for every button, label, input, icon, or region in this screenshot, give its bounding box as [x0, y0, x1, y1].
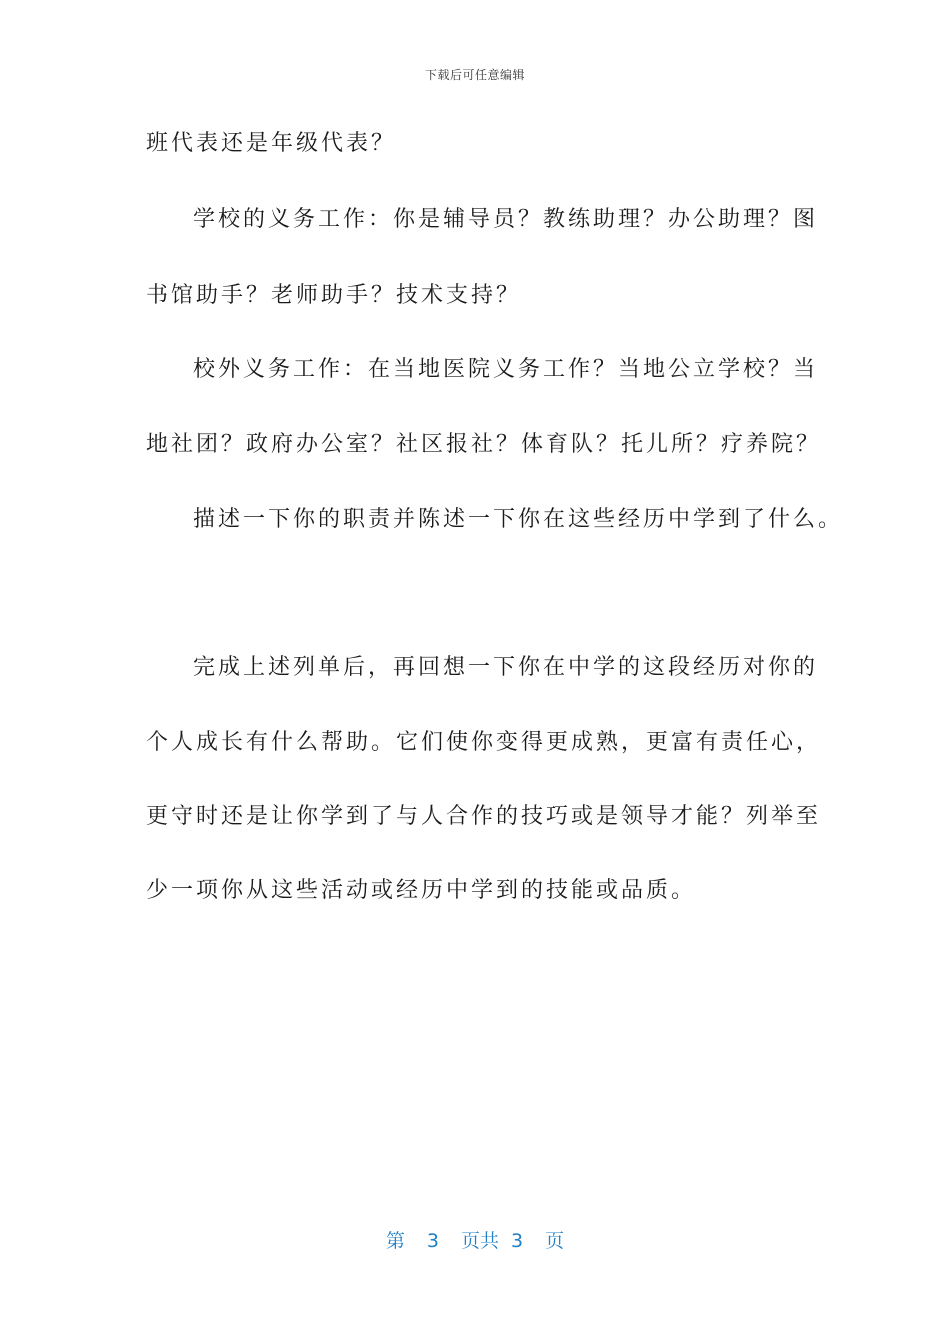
- body-line: 少一项你从这些活动或经历中学到的技能或品质。: [146, 878, 697, 903]
- footer-di: 第: [385, 1230, 405, 1252]
- body-line: 学校的义务工作：你是辅导员？教练助理？办公助理？图: [193, 207, 819, 232]
- footer-page-number: 3: [426, 1230, 439, 1252]
- body-line: 完成上述列单后，再回想一下你在中学的这段经历对你的: [193, 655, 819, 680]
- footer-total-pages: 3: [511, 1230, 524, 1252]
- body-line: 书馆助手？老师助手？技术支持？: [146, 283, 522, 308]
- body-line: 个人成长有什么帮助。它们使你变得更成熟，更富有责任心，: [146, 730, 822, 755]
- body-line: 班代表还是年级代表？: [146, 131, 397, 156]
- body-line: 校外义务工作：在当地医院义务工作？当地公立学校？当: [193, 357, 819, 382]
- body-line: 描述一下你的职责并陈述一下你在这些经历中学到了什么。: [193, 507, 844, 532]
- page-footer: [0, 1226, 950, 1253]
- body-line: 更守时还是让你学到了与人合作的技巧或是领导才能？列举至: [146, 804, 822, 829]
- header-note: 下载后可任意编辑: [424, 68, 525, 82]
- footer-ye-gong: 页共: [460, 1230, 499, 1252]
- footer-ye: 页: [545, 1230, 565, 1252]
- body-line: 地社团？政府办公室？社区报社？体育队？托儿所？疗养院？: [146, 432, 822, 457]
